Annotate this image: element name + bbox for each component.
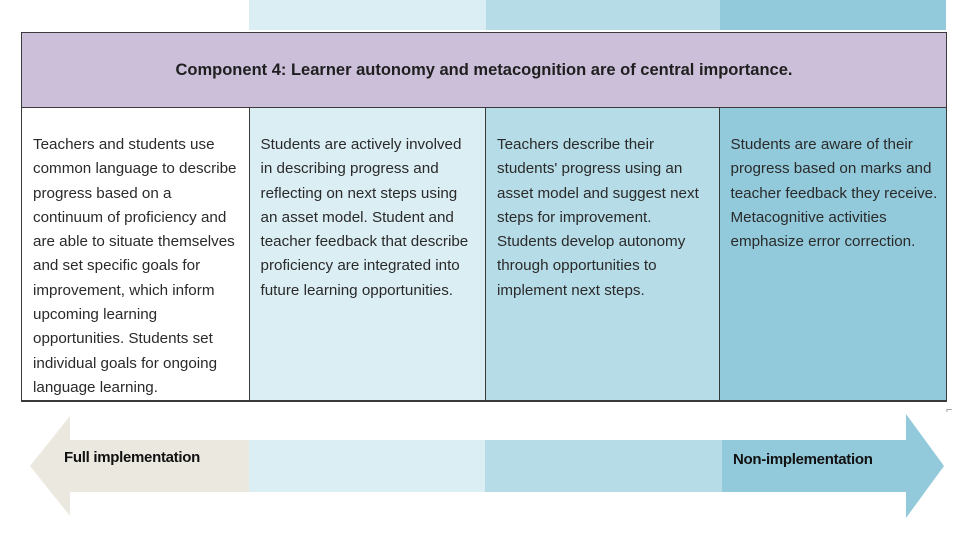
scale-segment-emerging: [485, 440, 722, 492]
implementation-scale-arrow: [30, 414, 945, 518]
scale-segment-full: [30, 416, 249, 516]
corner-mark: ⌐: [946, 404, 953, 416]
rubric-cell-non: Students are aware of their progress based on marks and teacher feedback they receive. Metacognitive activities emphasize error correction.: [720, 108, 947, 400]
top-strip-col-3: [486, 0, 720, 30]
rubric-cell-full: Teachers and students use common language to describe progress based on a continuum of proficiency and are able to situate themselves and set specific goals for improvement, which inform upcoming learning opportunities. Students set individual goals for ongoing language learning.: [22, 108, 250, 400]
rubric-cell-emerging: Teachers describe their students' progress using an asset model and suggest next steps for improvement. Students develop autonomy through opportunities to implement next steps.: [486, 108, 720, 400]
scale-segment-partial: [249, 440, 485, 492]
non-implementation-label: Non-implementation: [733, 451, 873, 468]
component-title: Component 4: Learner autonomy and metacognition are of central importance.: [22, 32, 946, 108]
rubric-row: [22, 108, 946, 400]
rubric-cell-partial: Students are actively involved in describing progress and reflecting on next steps using an asset model. Student and teacher feedback that describe proficiency are integrated into future learning opportunities.: [250, 108, 486, 400]
top-strip-col-4: [720, 0, 946, 30]
top-strip-col-2: [249, 0, 486, 30]
rubric-table: [21, 32, 947, 402]
full-implementation-label: Full implementation: [64, 449, 200, 466]
